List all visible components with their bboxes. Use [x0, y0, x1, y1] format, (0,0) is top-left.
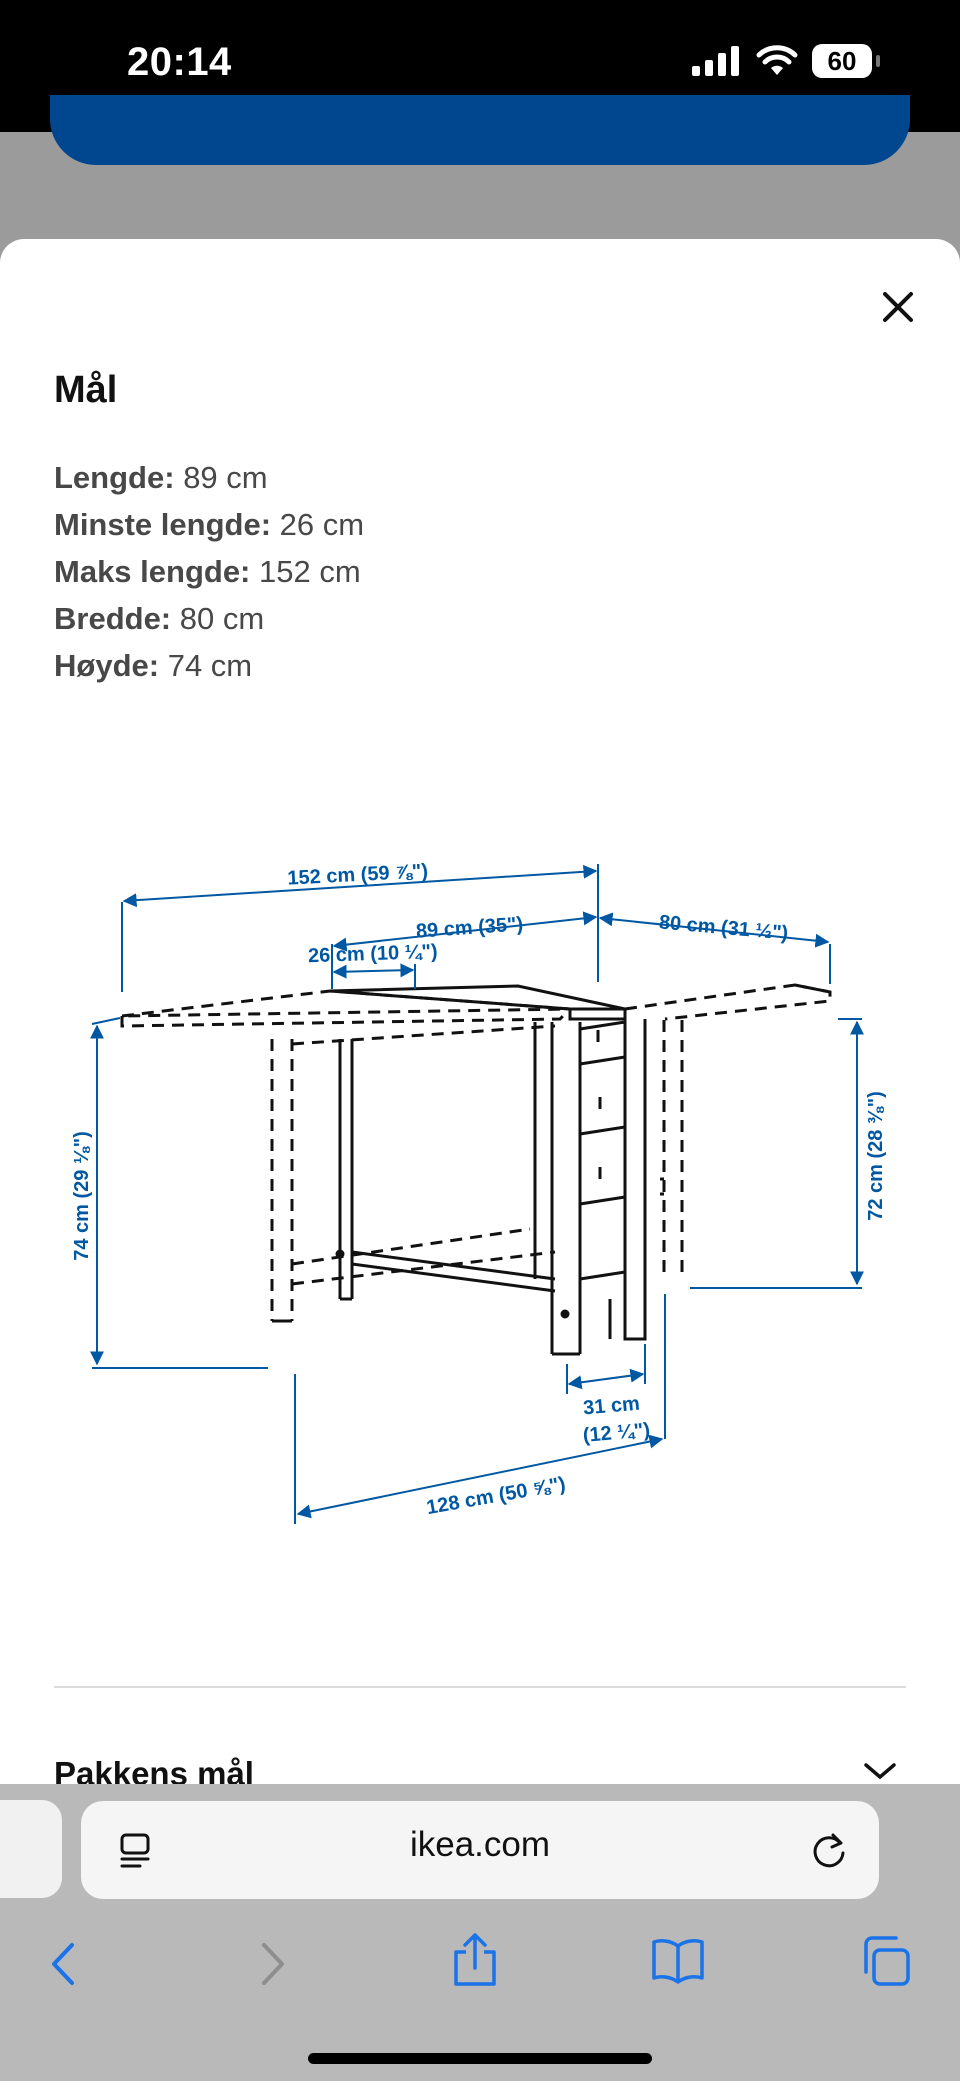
tabs-icon[interactable]	[858, 1934, 912, 1988]
browser-toolbar	[0, 1784, 960, 2081]
previous-tab-card[interactable]	[0, 1800, 62, 1898]
wifi-icon	[756, 45, 798, 77]
share-icon[interactable]	[452, 1932, 498, 1988]
dimension-labels	[71, 860, 887, 1519]
spec-value: 89 cm	[183, 460, 268, 495]
dim-leg-height-label: 72 cm (28 ⅜")	[865, 1091, 887, 1221]
dim-floor-length-label: 128 cm (50 ⅝")	[424, 1473, 568, 1520]
spec-value: 152 cm	[259, 554, 361, 589]
battery-indicator: 60	[812, 44, 872, 78]
section-divider	[54, 1686, 906, 1688]
add-to-cart-button-partial[interactable]	[50, 95, 910, 165]
spec-row	[54, 501, 364, 548]
back-icon[interactable]	[48, 1941, 78, 1987]
chevron-down-icon[interactable]	[862, 1761, 898, 1781]
package-dimensions-heading[interactable]: Pakkens mål	[54, 1755, 254, 1784]
sheet-title: Mål	[54, 369, 118, 411]
signal-icon	[692, 46, 742, 76]
table-drawing	[122, 985, 830, 1354]
spec-label: Høyde:	[54, 648, 160, 683]
spec-label: Lengde:	[54, 460, 175, 495]
spec-row	[54, 548, 364, 595]
dim-total-length-label: 152 cm (59 ⅞")	[286, 860, 429, 890]
dim-depth-in-label: (12 ¼")	[581, 1419, 651, 1447]
dimension-diagram	[0, 794, 960, 1594]
close-icon	[882, 291, 914, 323]
reload-icon[interactable]	[809, 1829, 849, 1871]
dimensions-sheet	[0, 239, 960, 1784]
dim-depth-cm-label: 31 cm	[582, 1392, 641, 1420]
dim-height-label: 74 cm (29 ⅛")	[71, 1131, 93, 1261]
spec-label: Minste lengde:	[54, 507, 272, 542]
spec-row	[54, 454, 364, 501]
spec-label: Bredde:	[54, 601, 172, 636]
status-icons	[692, 44, 872, 78]
close-button[interactable]	[870, 279, 926, 335]
dim-min-length-label: 26 cm (10 ¼")	[307, 940, 438, 968]
spec-value: 80 cm	[179, 601, 265, 636]
url-text[interactable]: ikea.com	[409, 1825, 551, 1864]
dim-length-label: 89 cm (35")	[415, 913, 524, 943]
home-indicator	[308, 2053, 652, 2064]
spec-list	[54, 454, 364, 689]
address-bar[interactable]	[81, 1801, 879, 1899]
spec-row	[54, 642, 364, 689]
status-time: 20:14	[127, 40, 232, 84]
forward-icon[interactable]	[258, 1941, 288, 1987]
spec-value: 74 cm	[167, 648, 253, 683]
spec-row	[54, 595, 364, 642]
spec-value: 26 cm	[279, 507, 365, 542]
spec-label: Maks lengde:	[54, 554, 251, 589]
dim-width-label: 80 cm (31 ½")	[658, 911, 790, 945]
bookmarks-icon[interactable]	[650, 1936, 706, 1984]
dimension-lines	[92, 864, 862, 1524]
